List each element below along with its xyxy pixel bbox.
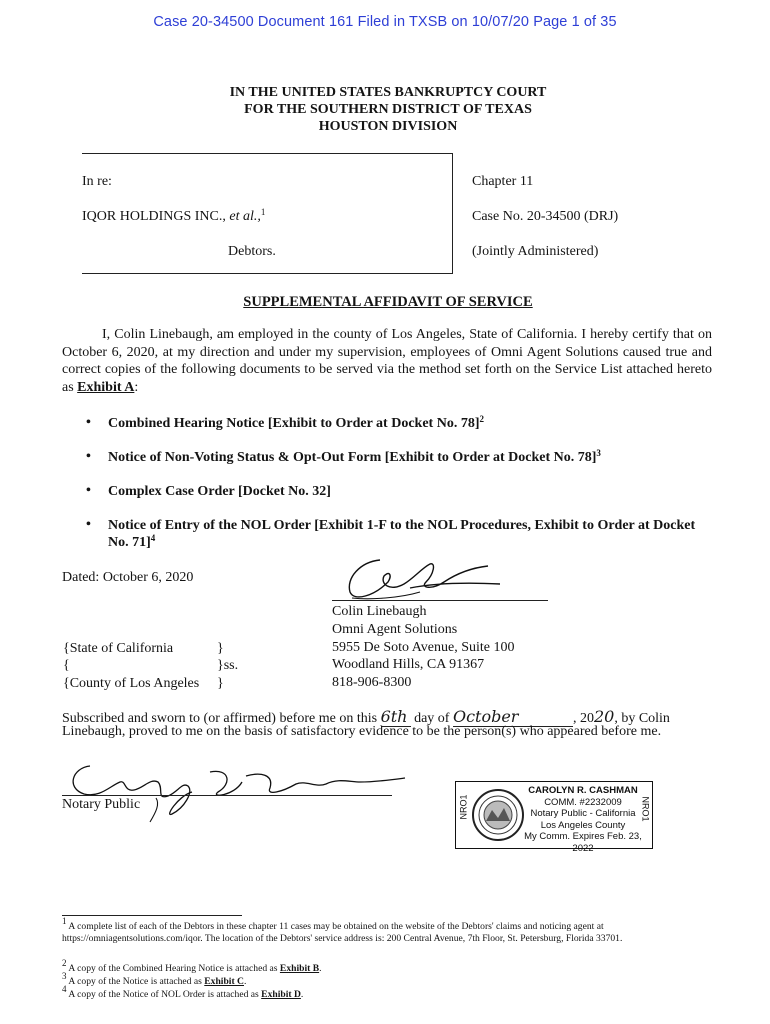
- bullet-symbol: •: [86, 483, 91, 498]
- footnote-ref-3: 3: [596, 448, 601, 458]
- footnote-3: $^3$ A copy of the Notice is attached as Exhibit C.: [62, 971, 247, 987]
- footnote-number: 2: [62, 958, 67, 968]
- caption-bottom-rule: [82, 273, 452, 274]
- stamp-county: Los Angeles County: [540, 819, 626, 831]
- signer-address-2: Woodland Hills, CA 91367: [332, 657, 485, 672]
- court-filing-header: Case 20-34500 Document 161 Filed in TXSB on 10/07/20 Page 1 of 35: [153, 14, 617, 30]
- chapter-label: Chapter 11: [472, 174, 534, 189]
- caption-top-rule: [82, 153, 452, 154]
- court-name-line-2: FOR THE SOUTHERN DISTRICT OF TEXAS: [244, 102, 532, 117]
- footnote-1: [62, 916, 712, 944]
- footnote-text: A copy of the Combined Hearing Notice is attached as: [68, 963, 278, 974]
- notary-public-label: Notary Public: [62, 797, 141, 812]
- debtor-name: [82, 209, 265, 225]
- bullet-text: Notice of Non-Voting Status & Opt-Out Form [Exhibit to Order at Docket No. 78]: [108, 450, 597, 465]
- stamp-side-text: NRO1: [640, 796, 651, 822]
- jointly-administered-label: (Jointly Administered): [472, 244, 599, 259]
- signer-name: Colin Linebaugh: [332, 604, 427, 619]
- signer-address-1: 5955 De Soto Avenue, Suite 100: [332, 640, 515, 655]
- venue-brace: }: [217, 641, 224, 656]
- court-name-line-1: IN THE UNITED STATES BANKRUPTCY COURT: [229, 85, 547, 100]
- jurat-text: day of: [414, 711, 450, 726]
- exhibit-b-reference: Exhibit B: [279, 963, 320, 974]
- stamp-expiration: My Comm. Expires Feb. 23, 2022: [524, 831, 642, 854]
- notary-stamp: [455, 781, 653, 854]
- stamp-notary-name: CAROLYN R. CASHMAN: [528, 785, 638, 796]
- debtors-label: Debtors.: [228, 244, 276, 259]
- jurat-month-handwritten: October: [453, 707, 573, 727]
- signature-line: [332, 600, 548, 601]
- bullet-symbol: •: [86, 415, 91, 430]
- document-title: SUPPLEMENTAL AFFIDAVIT OF SERVICE: [243, 294, 533, 310]
- bullet-item-complex-case-order: [108, 483, 708, 500]
- bullet-item-non-voting-notice: [108, 449, 708, 466]
- bullet-symbol: •: [86, 517, 91, 532]
- venue-open-brace: {: [63, 658, 70, 673]
- venue-ss: }ss.: [217, 658, 239, 673]
- exhibit-c-reference: Exhibit C: [204, 976, 244, 987]
- intro-paragraph: [62, 326, 712, 396]
- footnote-number: 3: [62, 971, 67, 981]
- venue-county: {County of Los Angeles: [63, 676, 200, 691]
- venue-brace: }: [217, 676, 224, 691]
- case-number: Case No. 20-34500 (DRJ): [472, 209, 619, 224]
- signer-company: Omni Agent Solutions: [332, 622, 458, 637]
- bullet-text: Combined Hearing Notice [Exhibit to Order at Docket No. 78]: [108, 416, 480, 431]
- intro-colon: :: [134, 379, 139, 395]
- footnote-4: $^4$ A copy of the Notice of NOL Order is attached as Exhibit D.: [62, 984, 304, 1000]
- jurat-year-handwritten: 20: [593, 707, 615, 726]
- dated-line: Dated: October 6, 2020: [62, 570, 194, 585]
- court-name-line-3: HOUSTON DIVISION: [318, 119, 458, 134]
- jurat-text: Subscribed and sworn to (or affirmed) before me on this: [62, 711, 378, 726]
- footnote-ref-1: 1: [260, 207, 266, 217]
- in-re-label: In re:: [82, 174, 112, 189]
- et-al-text: et al.,: [229, 209, 261, 224]
- footnote-ref-4: 4: [150, 533, 156, 543]
- footnote-number: 4: [62, 984, 67, 994]
- exhibit-d-reference: Exhibit D: [261, 989, 301, 1000]
- jurat-text: , 20: [572, 711, 594, 726]
- footnote-text: A complete list of each of the Debtors in these chapter 11 cases may be obtained on the website of the Debtors' claims and noticing agent at https://omniagentsolutions.com/iqor. The location of the Debtors' service address is: 200 Central Avenue, 7th Floor, St. Petersburg, Florida 33701.: [62, 921, 623, 944]
- footnote-ref-2: 2: [479, 414, 484, 424]
- stamp-side-text: NRO1: [458, 794, 469, 820]
- venue-state: {State of California: [63, 641, 174, 656]
- footnote-rule: [62, 915, 242, 916]
- bullet-text: Complex Case Order [Docket No. 32]: [108, 484, 331, 499]
- bullet-symbol: •: [86, 449, 91, 464]
- footnote-text: A copy of the Notice of NOL Order is attached as: [68, 989, 259, 1000]
- jurat-day-handwritten: 6th: [381, 707, 411, 727]
- stamp-text-block: [518, 785, 651, 854]
- jurat-text: , by Colin: [614, 711, 670, 726]
- footnote-number: 1: [62, 916, 67, 926]
- intro-text: I, Colin Linebaugh, am employed in the county of Los Angeles, State of California. I hereby certify that on October 6, 2020, at my direction and under my supervision, employees of Omni Agent Solutions caused true and correct copies of the following documents to be served via the method set forth on the Service List attached hereto as: [62, 327, 712, 395]
- notary-signature-line: [62, 795, 392, 796]
- notary-signature: [60, 752, 410, 827]
- bullet-item-nol-order-notice: [108, 517, 708, 551]
- caption-divider: [452, 153, 453, 274]
- footnote-text: A copy of the Notice is attached as: [68, 976, 202, 987]
- debtor-name-text: IQOR HOLDINGS INC.,: [82, 209, 226, 224]
- exhibit-a-reference: Exhibit A: [77, 379, 135, 395]
- affiant-signature: [340, 548, 515, 606]
- stamp-commission: COMM. #2232009: [544, 796, 622, 808]
- stamp-notary-state: Notary Public - California: [530, 808, 636, 819]
- footnote-2: $^2$ A copy of the Combined Hearing Notice is attached as Exhibit B.: [62, 958, 322, 974]
- signer-phone: 818-906-8300: [332, 675, 412, 690]
- jurat-line-2: Linebaugh, proved to me on the basis of satisfactory evidence to be the person(s) who appeared before me.: [62, 724, 662, 739]
- bullet-text: Notice of Entry of the NOL Order [Exhibit 1-F to the NOL Procedures, Exhibit to Order at Docket No. 71]: [108, 518, 696, 550]
- bullet-item-combined-hearing-notice: [108, 415, 708, 432]
